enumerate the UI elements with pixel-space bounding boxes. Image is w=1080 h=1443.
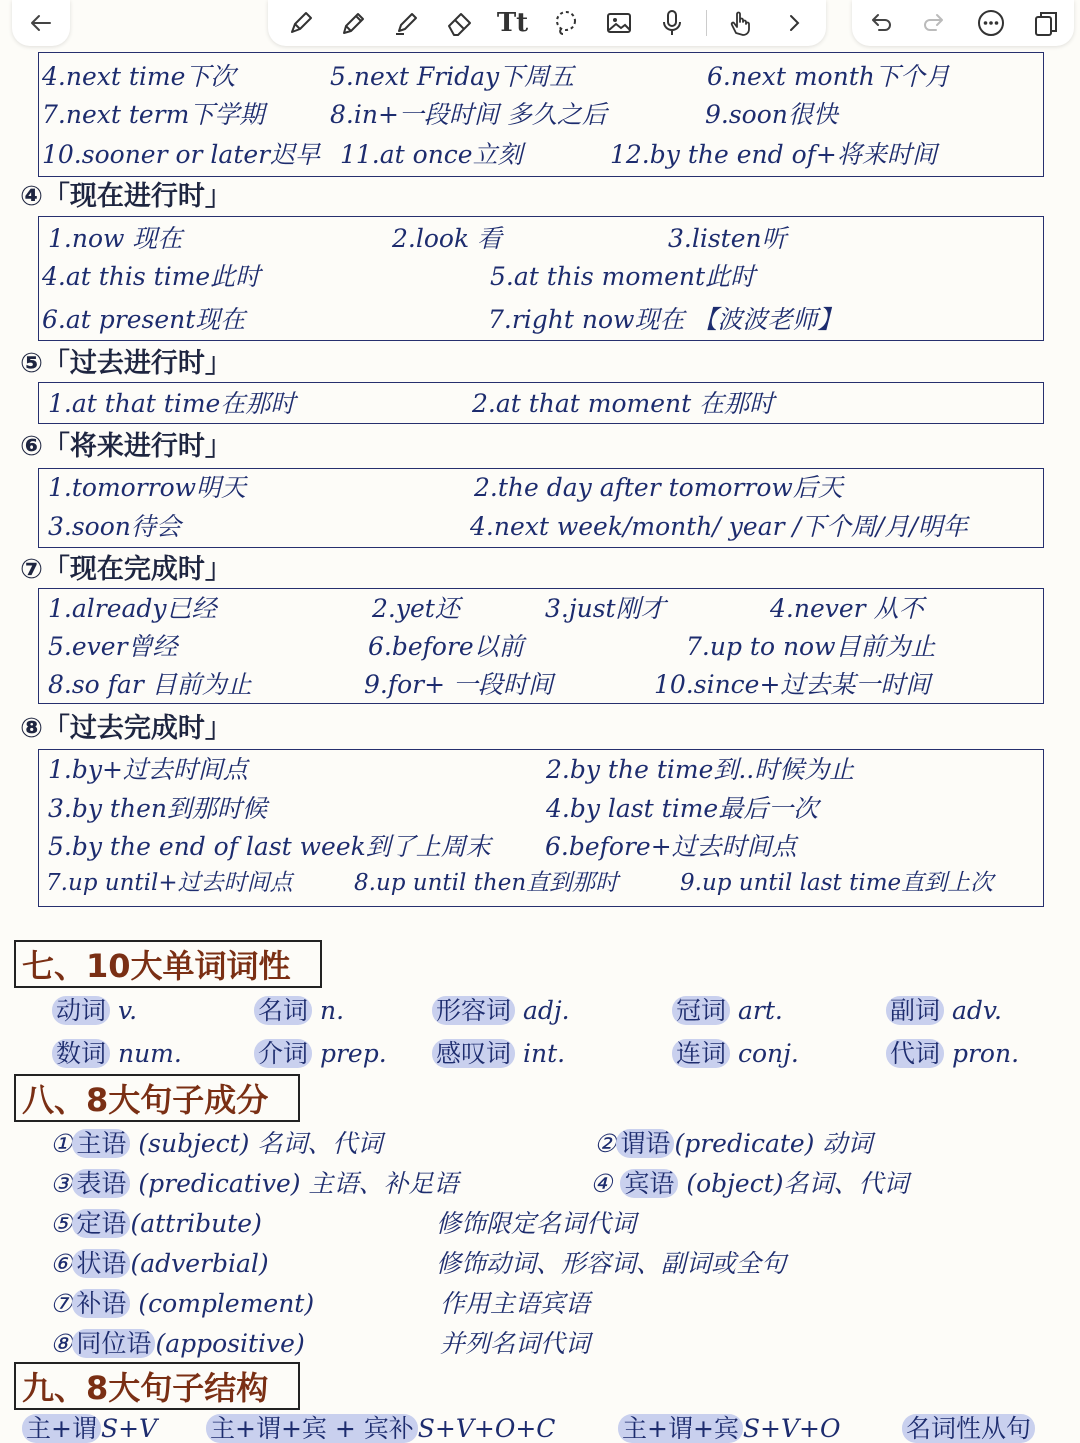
note-line: 3.listen听	[668, 224, 787, 253]
note-line: 5.next Friday下周五	[330, 62, 575, 91]
chevron-right-icon[interactable]	[775, 4, 813, 42]
note-line: 6.before+过去时间点	[545, 832, 797, 861]
sentence-element-item	[50, 1211, 262, 1236]
structure-highlight: 主+谓	[22, 1414, 101, 1443]
item-number: ②	[594, 1129, 617, 1158]
sentence-structure-item	[22, 1416, 157, 1441]
note-line: 1.now 现在	[48, 224, 183, 253]
sentence-element-item	[50, 1331, 305, 1356]
highlighter-icon[interactable]	[388, 4, 426, 42]
note-line: 3.just刚才	[545, 594, 666, 623]
more-icon[interactable]	[972, 4, 1010, 42]
element-en: (complement)	[138, 1289, 315, 1318]
note-line: 10.since+过去某一时间	[654, 670, 931, 699]
item-number: ⑥	[50, 1249, 73, 1278]
note-line: 4.next time下次	[42, 62, 236, 91]
note-line: 4.by last time最后一次	[546, 794, 819, 823]
pos-abbr: num.	[117, 1039, 182, 1068]
item-number: ⑤	[50, 1209, 73, 1238]
pos-abbr: pron.	[951, 1039, 1020, 1068]
pages-icon[interactable]	[1027, 4, 1065, 42]
toolbar	[0, 0, 1080, 50]
note-line: 6.next month下个月	[707, 62, 950, 91]
part-of-speech-item	[432, 1041, 565, 1066]
sentence-element-item	[594, 1131, 872, 1156]
pos-highlight: 名词	[254, 996, 312, 1025]
part-of-speech-item	[52, 1041, 182, 1066]
chapter-heading: 七、10大单词词性	[14, 940, 322, 988]
note-line: 1.by+过去时间点	[48, 755, 248, 784]
pos-abbr: conj.	[737, 1039, 799, 1068]
back-pill	[12, 0, 70, 46]
note-line: 2.look 看	[392, 224, 503, 253]
section-title: ⑤「过去进行时」	[20, 348, 232, 379]
eraser-icon[interactable]	[441, 4, 479, 42]
element-desc: 动词	[822, 1129, 873, 1158]
element-en: (adverbial)	[130, 1249, 269, 1278]
note-line: 5.ever曾经	[48, 632, 178, 661]
pos-highlight: 数词	[52, 1039, 110, 1068]
text-tool-icon[interactable]: Tt	[496, 8, 529, 38]
pos-abbr: v.	[117, 996, 138, 1025]
note-line: 5.at this moment此时	[490, 262, 756, 291]
item-number: ①	[50, 1129, 73, 1158]
section-title: ⑥「将来进行时」	[20, 431, 232, 462]
element-highlight: 状语	[72, 1249, 130, 1278]
pos-abbr: int.	[522, 1039, 566, 1068]
toolbar-separator	[706, 10, 707, 36]
sentence-element-item	[50, 1131, 382, 1156]
item-number: ④	[590, 1169, 613, 1198]
sentence-structure-item	[618, 1416, 840, 1441]
note-line: 8.up until then直到那时	[354, 870, 619, 896]
element-highlight: 表语	[72, 1169, 130, 1198]
section-title: ④「现在进行时」	[20, 181, 232, 212]
element-highlight: 宾语	[620, 1169, 678, 1198]
pos-highlight: 连词	[672, 1039, 730, 1068]
note-line: 8.in+一段时间 多久之后	[330, 100, 607, 129]
structure-highlight: 名词性从句	[902, 1414, 1035, 1443]
pos-abbr: adv.	[951, 996, 1002, 1025]
element-desc: 名词、代词	[783, 1169, 909, 1198]
structure-en: S+V	[100, 1414, 158, 1443]
pos-highlight: 感叹词	[432, 1039, 515, 1068]
note-line: 12.by the end of+将来时间	[610, 140, 937, 169]
part-of-speech-item	[886, 998, 1002, 1023]
element-en: (predicative)	[138, 1169, 301, 1198]
pos-highlight: 副词	[886, 996, 944, 1025]
note-line: 1.tomorrow明天	[48, 473, 247, 502]
back-arrow-icon[interactable]	[22, 4, 60, 42]
microphone-icon[interactable]	[653, 4, 691, 42]
sentence-element-item	[50, 1251, 269, 1276]
structure-en: S+V+O+C	[417, 1414, 556, 1443]
pos-highlight: 形容词	[432, 996, 515, 1025]
element-desc: 并列名词代词	[440, 1329, 591, 1358]
sentence-structure-item	[902, 1416, 1035, 1441]
item-number: ③	[50, 1169, 73, 1198]
element-desc: 修饰限定名词代词	[436, 1209, 637, 1238]
pos-abbr: art.	[737, 996, 783, 1025]
note-line: 2.at that moment 在那时	[472, 389, 775, 418]
element-en: (appositive)	[155, 1329, 305, 1358]
note-line: 3.by then到那时候	[48, 794, 267, 823]
note-line: 7.right now现在 【波波老师】	[488, 305, 843, 334]
element-desc: 主语、补足语	[308, 1169, 459, 1198]
note-line: 6.before以前	[368, 632, 524, 661]
element-highlight: 同位语	[72, 1329, 155, 1358]
note-line: 4.never 从不	[770, 594, 924, 623]
sentence-element-item	[50, 1171, 458, 1196]
sentence-element-item	[50, 1291, 314, 1316]
part-of-speech-item	[672, 1041, 799, 1066]
note-line: 7.up until+过去时间点	[46, 870, 293, 896]
element-highlight: 主语	[72, 1129, 130, 1158]
pen-icon[interactable]	[282, 4, 320, 42]
pos-abbr: prep.	[319, 1039, 387, 1068]
note-line: 9.soon很快	[705, 100, 838, 129]
part-of-speech-item	[52, 998, 137, 1023]
image-icon[interactable]	[600, 4, 638, 42]
part-of-speech-item	[254, 1041, 387, 1066]
part-of-speech-item	[886, 1041, 1019, 1066]
element-desc: 名词、代词	[257, 1129, 383, 1158]
lasso-icon[interactable]	[547, 4, 585, 42]
element-highlight: 谓语	[616, 1129, 674, 1158]
section-title: ⑧「过去完成时」	[20, 713, 232, 744]
note-line: 11.at once立刻	[340, 140, 523, 169]
note-line: 3.soon待会	[48, 512, 181, 541]
element-highlight: 补语	[72, 1289, 130, 1318]
note-line: 5.by the end of last week到了上周末	[48, 832, 491, 861]
note-line: 7.up to now目前为止	[686, 632, 936, 661]
pos-highlight: 冠词	[672, 996, 730, 1025]
note-line: 1.already已经	[48, 594, 217, 623]
chapter-heading: 九、8大句子结构	[14, 1362, 300, 1410]
element-desc: 作用主语宾语	[440, 1289, 591, 1318]
note-line: 1.at that time在那时	[48, 389, 296, 418]
element-en: (attribute)	[130, 1209, 262, 1238]
structure-highlight: 主+谓+宾 + 宾补	[206, 1414, 418, 1443]
tool-palette	[268, 0, 826, 46]
actions-pill	[852, 0, 1074, 46]
sentence-element-item	[590, 1171, 909, 1196]
note-line: 4.next week/month/ year /下个周/月/明年	[470, 512, 968, 541]
pos-abbr: n.	[319, 996, 345, 1025]
redo-icon[interactable]	[916, 4, 954, 42]
note-line: 2.the day after tomorrow后天	[474, 473, 843, 502]
pos-highlight: 代词	[886, 1039, 944, 1068]
sentence-structure-item	[206, 1416, 555, 1441]
item-number: ⑦	[50, 1289, 73, 1318]
note-line: 10.sooner or later迟早	[42, 140, 321, 169]
pencil-icon[interactable]	[335, 4, 373, 42]
pos-highlight: 介词	[254, 1039, 312, 1068]
note-line: 2.yet还	[372, 594, 460, 623]
note-line: 9.for+ 一段时间	[364, 670, 554, 699]
part-of-speech-item	[672, 998, 783, 1023]
note-line: 4.at this time此时	[42, 262, 261, 291]
element-en: (subject)	[138, 1129, 250, 1158]
element-en: (object)	[686, 1169, 784, 1198]
undo-icon[interactable]	[861, 4, 899, 42]
note-line: 2.by the time到..时候为止	[546, 755, 855, 784]
note-line: 6.at present现在	[42, 305, 246, 334]
note-line: 9.up until last time直到上次	[680, 870, 994, 896]
pos-highlight: 动词	[52, 996, 110, 1025]
chapter-heading: 八、8大句子成分	[14, 1074, 300, 1122]
structure-highlight: 主+谓+宾	[618, 1414, 743, 1443]
part-of-speech-item	[432, 998, 570, 1023]
note-line: 7.next term下学期	[42, 100, 265, 129]
element-en: (predicate)	[674, 1129, 815, 1158]
note-line: 8.so far 目前为止	[48, 670, 252, 699]
hand-touch-icon[interactable]	[722, 4, 760, 42]
pos-abbr: adj.	[522, 996, 570, 1025]
part-of-speech-item	[254, 998, 344, 1023]
element-desc: 修饰动词、形容词、副词或全句	[436, 1249, 787, 1278]
section-title: ⑦「现在完成时」	[20, 554, 232, 585]
item-number: ⑧	[50, 1329, 73, 1358]
structure-en: S+V+O	[742, 1414, 841, 1443]
element-highlight: 定语	[72, 1209, 130, 1238]
